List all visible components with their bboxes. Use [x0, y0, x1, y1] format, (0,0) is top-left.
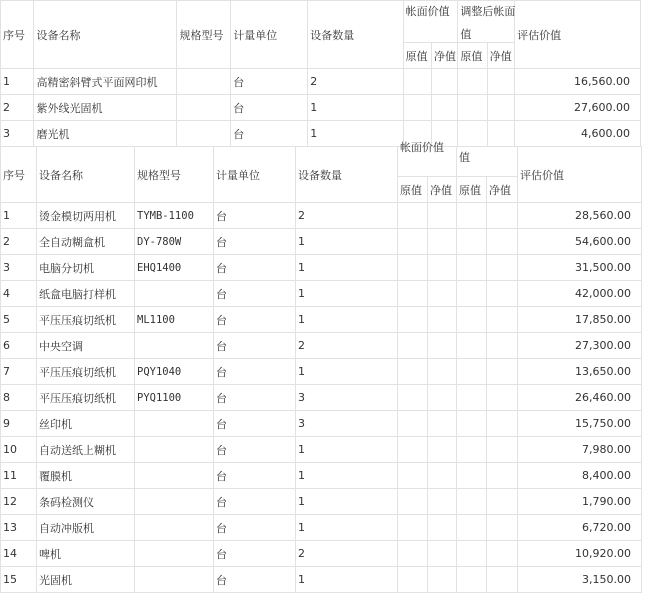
table-row [1, 281, 642, 307]
cell-seq: 6 [1, 333, 37, 359]
cell-adjusted-net [487, 541, 518, 567]
cell-qty: 1 [296, 359, 398, 385]
cell-book-original [398, 411, 428, 437]
cell-model [135, 489, 214, 515]
cell-adjusted-net [487, 255, 518, 281]
header-adjusted-net: 净值 [487, 43, 514, 69]
cell-adjusted-net [487, 333, 518, 359]
cell-qty: 2 [296, 203, 398, 229]
cell-model: ML1100 [135, 307, 214, 333]
cell-qty: 1 [296, 307, 398, 333]
cell-adjusted-net [487, 567, 518, 593]
cell-assessed: 26,460.00 [518, 385, 642, 411]
table-row [1, 333, 642, 359]
cell-assessed: 16,560.00 [515, 69, 641, 95]
cell-adjusted-original [457, 567, 487, 593]
cell-book-original [398, 567, 428, 593]
cell-qty: 1 [308, 95, 403, 121]
cell-adjusted-net [487, 385, 518, 411]
table-row [1, 515, 642, 541]
header-qty: 设备数量 [308, 1, 403, 69]
cell-model [135, 541, 214, 567]
table-row [1, 489, 642, 515]
cell-book-net [428, 307, 457, 333]
header-assessed: 评估价值 [518, 147, 642, 203]
cell-unit: 台 [214, 515, 296, 541]
cell-qty: 2 [296, 333, 398, 359]
cell-book-original [398, 515, 428, 541]
table-row [1, 121, 641, 147]
header-adjusted-book-value [458, 1, 515, 43]
cell-seq: 9 [1, 411, 37, 437]
cell-adjusted-original [457, 281, 487, 307]
cell-model [177, 121, 231, 147]
cell-name: 烫金模切两用机 [37, 203, 135, 229]
cell-book-original [398, 281, 428, 307]
cell-seq: 1 [1, 203, 37, 229]
cell-unit: 台 [214, 229, 296, 255]
cell-model: PYQ1100 [135, 385, 214, 411]
cell-adjusted-net [487, 515, 518, 541]
cell-seq: 12 [1, 489, 37, 515]
header-adjusted-original: 原值 [458, 43, 487, 69]
cell-adjusted-net [487, 69, 514, 95]
cell-adjusted-original [457, 515, 487, 541]
cell-book-original [403, 95, 431, 121]
cell-name: 中央空调 [37, 333, 135, 359]
cell-name: 纸盒电脑打样机 [37, 281, 135, 307]
cell-assessed: 13,650.00 [518, 359, 642, 385]
header-adjusted-net: 净值 [487, 177, 518, 203]
table-row [1, 437, 642, 463]
cell-name: 紫外线光固机 [34, 95, 177, 121]
header-assessed: 评估价值 [515, 1, 641, 69]
cell-name: 光固机 [37, 567, 135, 593]
cell-seq: 8 [1, 385, 37, 411]
cell-assessed: 3,150.00 [518, 567, 642, 593]
table-row [1, 359, 642, 385]
cell-assessed: 6,720.00 [518, 515, 642, 541]
cell-unit: 台 [214, 411, 296, 437]
header-book-value [398, 141, 457, 177]
cell-unit: 台 [214, 203, 296, 229]
cell-adjusted-original [457, 203, 487, 229]
header-unit: 计量单位 [214, 147, 296, 203]
cell-book-net [428, 281, 457, 307]
cell-name: 平压压痕切纸机 [37, 307, 135, 333]
cell-model [135, 515, 214, 541]
cell-book-original [398, 333, 428, 359]
cell-assessed: 42,000.00 [518, 281, 642, 307]
cell-unit: 台 [214, 489, 296, 515]
cell-unit: 台 [231, 121, 308, 147]
cell-qty: 1 [296, 255, 398, 281]
table-row [1, 567, 642, 593]
cell-seq: 10 [1, 437, 37, 463]
cell-model: PQY1040 [135, 359, 214, 385]
cell-adjusted-original [457, 411, 487, 437]
cell-book-net [428, 515, 457, 541]
cell-unit: 台 [214, 281, 296, 307]
cell-adjusted-original [457, 229, 487, 255]
header-unit: 计量单位 [231, 1, 308, 69]
cell-unit: 台 [214, 567, 296, 593]
cell-assessed: 4,600.00 [515, 121, 641, 147]
cell-name: 磨光机 [34, 121, 177, 147]
cell-seq: 13 [1, 515, 37, 541]
cell-model: DY-780W [135, 229, 214, 255]
cell-unit: 台 [214, 255, 296, 281]
cell-book-original [398, 203, 428, 229]
cell-book-net [428, 333, 457, 359]
cell-adjusted-original [457, 489, 487, 515]
cell-qty: 2 [308, 69, 403, 95]
cell-name: 自动送纸上糊机 [37, 437, 135, 463]
header-book-net: 净值 [428, 177, 457, 203]
cell-qty: 1 [296, 567, 398, 593]
cell-qty: 1 [296, 281, 398, 307]
cell-unit: 台 [214, 463, 296, 489]
cell-name: 啤机 [37, 541, 135, 567]
cell-assessed: 17,850.00 [518, 307, 642, 333]
cell-seq: 2 [1, 95, 34, 121]
cell-book-net [428, 463, 457, 489]
cell-adjusted-net [487, 95, 514, 121]
cell-book-net [428, 489, 457, 515]
cell-book-net [428, 411, 457, 437]
header-seq: 序号 [1, 147, 37, 203]
cell-adjusted-original [458, 69, 487, 95]
header-book-original: 原值 [398, 177, 428, 203]
cell-seq: 15 [1, 567, 37, 593]
cell-book-net [428, 229, 457, 255]
cell-model: TYMB-1100 [135, 203, 214, 229]
table-row [1, 463, 642, 489]
cell-adjusted-original [457, 359, 487, 385]
cell-seq: 11 [1, 463, 37, 489]
cell-book-net [428, 567, 457, 593]
cell-assessed: 10,920.00 [518, 541, 642, 567]
cell-model [135, 281, 214, 307]
header-seq: 序号 [1, 1, 34, 69]
cell-adjusted-original [457, 385, 487, 411]
cell-name: 高精密斜臂式平面网印机 [34, 69, 177, 95]
cell-book-original [398, 307, 428, 333]
cell-book-net [428, 203, 457, 229]
header-book-value: 帐面价值 [403, 1, 458, 43]
header-model: 规格型号 [177, 1, 231, 69]
cell-seq: 14 [1, 541, 37, 567]
header-qty: 设备数量 [296, 147, 398, 203]
cell-assessed: 15,750.00 [518, 411, 642, 437]
cell-seq: 5 [1, 307, 37, 333]
cell-assessed: 27,300.00 [518, 333, 642, 359]
cell-assessed: 31,500.00 [518, 255, 642, 281]
cell-qty: 1 [296, 489, 398, 515]
cell-qty: 3 [296, 411, 398, 437]
cell-seq: 1 [1, 69, 34, 95]
table-row [1, 255, 642, 281]
header-model: 规格型号 [135, 147, 214, 203]
table-row [1, 307, 642, 333]
cell-adjusted-original [457, 437, 487, 463]
cell-adjusted-net [487, 411, 518, 437]
cell-book-original [398, 541, 428, 567]
cell-book-original [403, 69, 431, 95]
cell-name: 电脑分切机 [37, 255, 135, 281]
cell-adjusted-net [487, 307, 518, 333]
cell-adjusted-net [487, 281, 518, 307]
cell-assessed: 54,600.00 [518, 229, 642, 255]
cell-adjusted-original [457, 541, 487, 567]
table-row [1, 229, 642, 255]
cell-assessed: 27,600.00 [515, 95, 641, 121]
cell-adjusted-original [457, 307, 487, 333]
cell-qty: 1 [296, 229, 398, 255]
table-row [1, 541, 642, 567]
cell-qty: 1 [308, 121, 403, 147]
cell-assessed: 28,560.00 [518, 203, 642, 229]
cell-model [135, 463, 214, 489]
table-row [1, 203, 642, 229]
cell-book-net [428, 359, 457, 385]
cell-book-net [428, 541, 457, 567]
header-name: 设备名称 [34, 1, 177, 69]
cell-book-net [428, 255, 457, 281]
cell-adjusted-net [487, 359, 518, 385]
cell-name: 条码检测仪 [37, 489, 135, 515]
header-adjusted-line2: 值 [460, 28, 472, 41]
cell-adjusted-net [487, 437, 518, 463]
cell-book-original [398, 437, 428, 463]
cell-model: EHQ1400 [135, 255, 214, 281]
cell-book-original [398, 489, 428, 515]
cell-unit: 台 [214, 437, 296, 463]
table-row [1, 385, 642, 411]
cell-adjusted-net [487, 203, 518, 229]
cell-book-original [398, 463, 428, 489]
cell-qty: 1 [296, 463, 398, 489]
equipment-table-main [0, 141, 642, 593]
cell-seq: 2 [1, 229, 37, 255]
cell-unit: 台 [231, 69, 308, 95]
header-adjusted-original: 原值 [457, 177, 487, 203]
cell-qty: 3 [296, 385, 398, 411]
table-row [1, 69, 641, 95]
cell-book-original [398, 255, 428, 281]
cell-adjusted-net [487, 489, 518, 515]
cell-unit: 台 [214, 385, 296, 411]
cell-unit: 台 [214, 541, 296, 567]
cell-book-original [398, 385, 428, 411]
cell-seq: 3 [1, 255, 37, 281]
cell-unit: 台 [214, 307, 296, 333]
cell-seq: 7 [1, 359, 37, 385]
header-book-original: 原值 [403, 43, 431, 69]
cell-qty: 1 [296, 437, 398, 463]
cell-adjusted-original [457, 333, 487, 359]
cell-adjusted-original [457, 255, 487, 281]
table-row [1, 411, 642, 437]
cell-assessed: 1,790.00 [518, 489, 642, 515]
cell-seq: 4 [1, 281, 37, 307]
equipment-table-top [0, 0, 641, 147]
cell-assessed: 8,400.00 [518, 463, 642, 489]
header-adjusted-line1: 调整后帐面 [460, 5, 516, 18]
cell-book-original [398, 359, 428, 385]
cell-model [177, 95, 231, 121]
cell-qty: 2 [296, 541, 398, 567]
cell-adjusted-net [487, 463, 518, 489]
cell-book-original [398, 229, 428, 255]
table-row [1, 95, 641, 121]
cell-assessed: 7,980.00 [518, 437, 642, 463]
cell-adjusted-original [457, 463, 487, 489]
cell-name: 全自动糊盒机 [37, 229, 135, 255]
header-book-value-clipped: 帐面价值 [400, 141, 444, 154]
cell-qty: 1 [296, 515, 398, 541]
cell-book-net [428, 437, 457, 463]
cell-adjusted-net [487, 121, 514, 147]
cell-unit: 台 [214, 359, 296, 385]
cell-seq: 3 [1, 121, 34, 147]
cell-name: 平压压痕切纸机 [37, 359, 135, 385]
cell-adjusted-original [458, 121, 487, 147]
cell-model [177, 69, 231, 95]
cell-adjusted-original [458, 95, 487, 121]
cell-unit: 台 [214, 333, 296, 359]
cell-name: 自动冲版机 [37, 515, 135, 541]
header-adjusted-book-value: 值 [457, 147, 518, 177]
cell-unit: 台 [231, 95, 308, 121]
cell-name: 丝印机 [37, 411, 135, 437]
cell-model [135, 567, 214, 593]
cell-book-net [432, 95, 458, 121]
header-book-net: 净值 [432, 43, 458, 69]
cell-book-net [428, 385, 457, 411]
cell-model [135, 437, 214, 463]
cell-model [135, 333, 214, 359]
cell-model [135, 411, 214, 437]
cell-name: 覆膜机 [37, 463, 135, 489]
header-name: 设备名称 [37, 147, 135, 203]
cell-adjusted-net [487, 229, 518, 255]
cell-name: 平压压痕切纸机 [37, 385, 135, 411]
cell-book-net [432, 69, 458, 95]
